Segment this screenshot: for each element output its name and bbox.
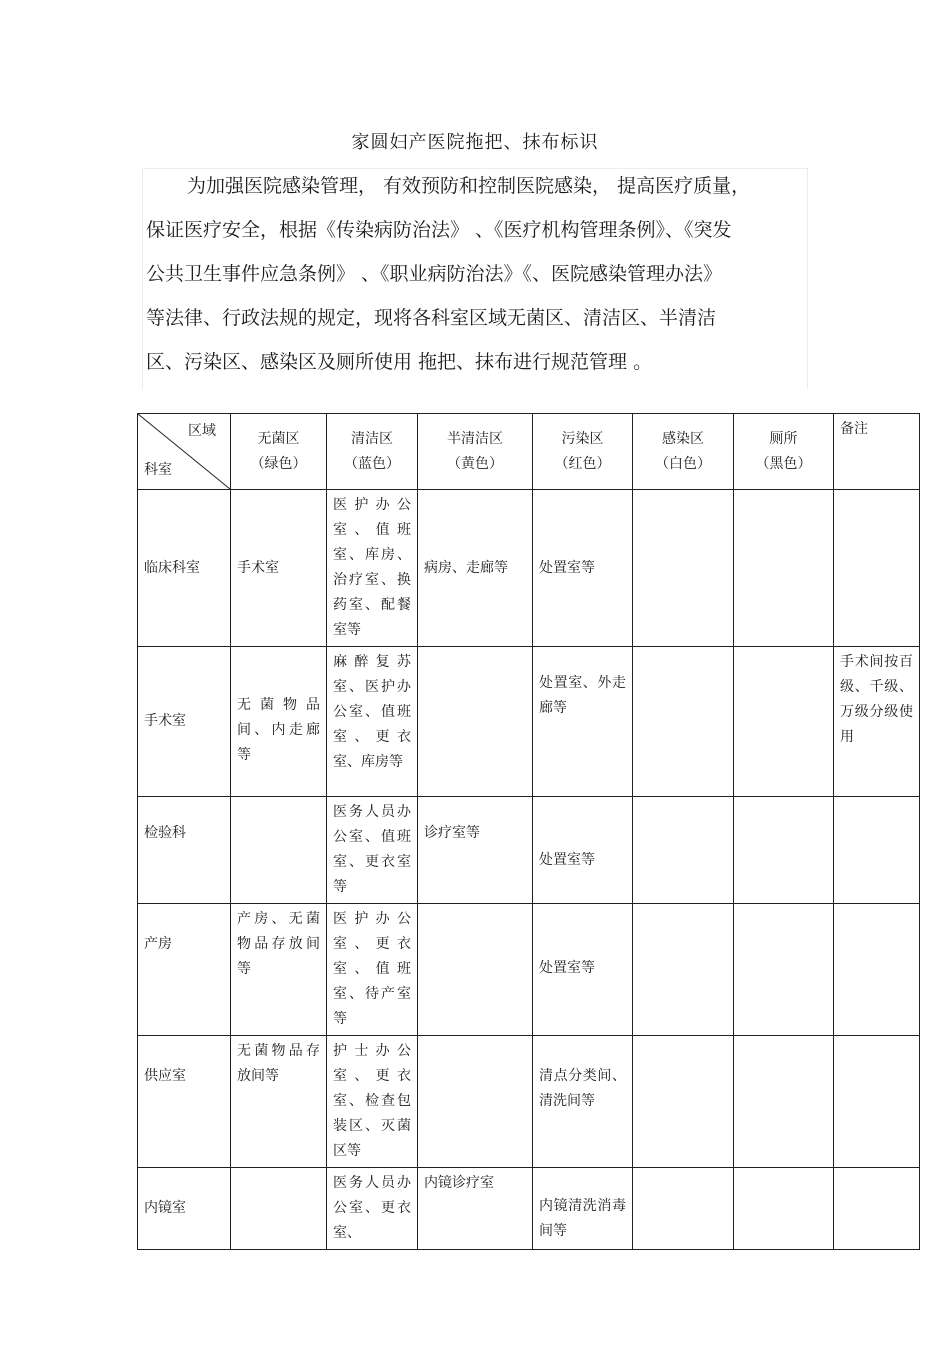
- sterile-cell: [231, 1168, 327, 1250]
- document-title: 家圆妇产医院拖把、抹布标识: [351, 132, 599, 153]
- intro-line: 为加强医院感染管理， 有效预防和控制医院感染， 提高医疗质量，: [187, 175, 751, 197]
- infection-cell: [633, 797, 734, 904]
- table-row: [138, 797, 920, 904]
- note-cell: 手术间按百级、千级、万级分级使用: [834, 647, 920, 797]
- toilet-cell: [734, 490, 834, 647]
- contaminated-cell: 处置室、外走廊等: [533, 647, 633, 797]
- corner-zone-label: 区域: [188, 423, 216, 439]
- table-row: [138, 904, 920, 1036]
- intro-paragraph: [142, 168, 808, 389]
- col-header-toilet: [734, 414, 834, 490]
- semi-clean-cell: [418, 1036, 533, 1168]
- dept-cell: 临床科室: [138, 490, 231, 647]
- clean-cell: 医务人员办公室、值班室、更衣室等: [327, 797, 418, 904]
- dept-cell: 供应室: [138, 1036, 231, 1168]
- col-header-contaminated: [533, 414, 633, 490]
- semi-clean-cell: 病房、走廊等: [418, 490, 533, 647]
- clean-cell: 医护办公室、值班室、库房、治疗室、换药室、配餐室等: [327, 490, 418, 647]
- table-row: [138, 490, 920, 647]
- intro-line: 保证医疗安全，根据《传染病防治法》 、《医疗机构管理条例》、《突发: [146, 219, 732, 241]
- toilet-cell: [734, 647, 834, 797]
- note-cell: [834, 797, 920, 904]
- col-color: （绿色）: [250, 455, 307, 472]
- col-name: 清洁区: [351, 430, 393, 447]
- contaminated-cell: 内镜清洗消毒间等: [533, 1168, 633, 1250]
- clean-cell: 医务人员办公室、更衣室、: [327, 1168, 418, 1250]
- infection-cell: [633, 1168, 734, 1250]
- toilet-cell: [734, 1168, 834, 1250]
- toilet-cell: [734, 1036, 834, 1168]
- intro-line: 等法律、行政法规的规定，现将各科室区域无菌区、清洁区、半清洁: [146, 307, 717, 329]
- header-row: [138, 414, 920, 490]
- col-color: （红色）: [554, 455, 611, 472]
- clean-cell: 麻醉复苏室、医护办公室、值班室、更衣室、库房等: [327, 647, 418, 797]
- note-cell: [834, 490, 920, 647]
- toilet-cell: [734, 904, 834, 1036]
- note-cell: [834, 904, 920, 1036]
- clean-cell: 医护办公室、更衣室、值班室、待产室等: [327, 904, 418, 1036]
- table-row: [138, 1036, 920, 1168]
- sterile-cell: 产房、无菌物品存放间等: [231, 904, 327, 1036]
- col-header-infection: [633, 414, 734, 490]
- table-row: [138, 647, 920, 797]
- contaminated-cell: 处置室等: [533, 904, 633, 1036]
- sterile-cell: 无菌物品存放间等: [231, 1036, 327, 1168]
- dept-cell: 手术室: [138, 647, 231, 797]
- table-row: [138, 1168, 920, 1250]
- zone-table: [137, 413, 920, 1250]
- col-name: 备注: [840, 421, 868, 437]
- col-color: （白色）: [655, 455, 711, 472]
- contaminated-cell: 清点分类间、清洗间等: [533, 1036, 633, 1168]
- col-color: （黑色）: [755, 455, 812, 472]
- toilet-cell: [734, 797, 834, 904]
- corner-header: [138, 414, 231, 490]
- col-color: （黄色）: [447, 455, 503, 472]
- col-header-clean: [327, 414, 418, 490]
- intro-line: 公共卫生事件应急条例》 、《职业病防治法》《、医院感染管理办法》: [146, 263, 723, 285]
- dept-cell: 内镜室: [138, 1168, 231, 1250]
- dept-cell: 产房: [138, 904, 231, 1036]
- contaminated-cell: 处置室等: [533, 490, 633, 647]
- col-name: 无菌区: [257, 430, 300, 447]
- infection-cell: [633, 490, 734, 647]
- col-name: 感染区: [662, 430, 704, 447]
- col-name: 厕所: [769, 430, 798, 447]
- contaminated-cell: 处置室等: [533, 797, 633, 904]
- intro-line: 区、污染区、感染区及厕所使用 拖把、抹布进行规范管理 。: [146, 351, 653, 373]
- col-name: 污染区: [561, 430, 604, 447]
- note-cell: [834, 1168, 920, 1250]
- infection-cell: [633, 647, 734, 797]
- col-header-sterile: [231, 414, 327, 490]
- note-cell: [834, 1036, 920, 1168]
- sterile-cell: 手术室: [231, 490, 327, 647]
- semi-clean-cell: [418, 904, 533, 1036]
- infection-cell: [633, 904, 734, 1036]
- semi-clean-cell: 内镜诊疗室: [418, 1168, 533, 1250]
- semi-clean-cell: 诊疗室等: [418, 797, 533, 904]
- dept-cell: 检验科: [138, 797, 231, 904]
- sterile-cell: [231, 797, 327, 904]
- col-header-semi-clean: [418, 414, 533, 490]
- infection-cell: [633, 1036, 734, 1168]
- col-name: 半清洁区: [447, 430, 503, 447]
- clean-cell: 护士办公室、更衣室、检查包装区、灭菌区等: [327, 1036, 418, 1168]
- col-color: （蓝色）: [344, 455, 400, 472]
- sterile-cell: 无菌物品间、内走廊等: [231, 647, 327, 797]
- corner-dept-label: 科室: [144, 462, 172, 478]
- semi-clean-cell: [418, 647, 533, 797]
- col-header-note: [834, 414, 920, 490]
